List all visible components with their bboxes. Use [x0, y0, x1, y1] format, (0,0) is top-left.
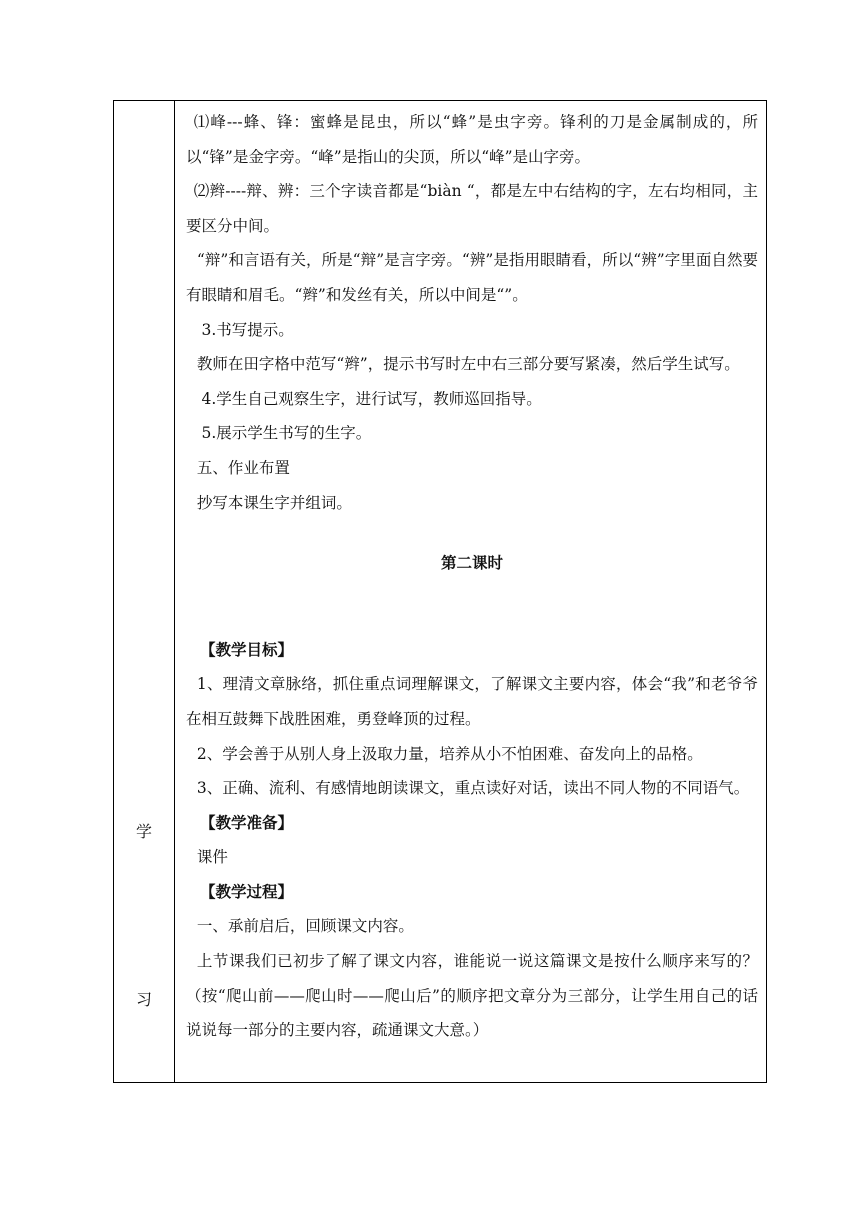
paragraph-teacher-demo: 教师在田字格中范写“辫”，提示书写时左中右三部分要写紧凑，然后学生试写。: [196, 355, 740, 374]
paragraph-writing-tip: 3.书写提示。: [201, 320, 294, 339]
lesson-table: [113, 100, 767, 1083]
paragraph-show-writing: 5.展示学生书写的生字。: [201, 424, 372, 443]
side-label-column: [114, 101, 175, 1082]
prep-text: 课件: [196, 848, 228, 867]
paragraph-bian-detail: “辩”和言语有关，所是“辩”是言字旁。“辨”是指用眼睛看，所以“辨”字里面自然要有眼睛和眉毛。“辫”和发丝有关，所以中间是“”。: [186, 251, 758, 304]
paragraph-feng: ⑴峰---蜂、锋：蜜蜂是昆虫，所以“蜂”是虫字旁。锋利的刀是金属制成的，所以“锋”是金字旁。“峰”是指山的尖顶，所以“峰”是山字旁。: [186, 113, 758, 166]
goal-1: 1、理清文章脉络，抓住重点词理解课文，了解课文主要内容，体会“我”和老爷爷在相互鼓舞下战胜困难，勇登峰顶的过程。: [186, 675, 758, 728]
content-column: [175, 101, 766, 1082]
paragraph-homework-title: 五、作业布置: [196, 458, 290, 477]
paragraph-bian: ⑵辫----辩、辨：三个字读音都是“biàn “，都是左中右结构的字，左右均相同，主要区分中间。: [186, 182, 758, 235]
process-title: 【教学过程】: [199, 881, 293, 901]
lesson-heading: 第二课时: [440, 553, 503, 573]
step-1: 一、承前启后，回顾课文内容。: [196, 917, 414, 936]
side-label-char-1: 学: [135, 822, 152, 841]
goal-3: 3、正确、流利、有感情地朗读课文，重点读好对话，读出不同人物的不同语气。: [196, 779, 750, 798]
prep-title: 【教学准备】: [199, 812, 293, 832]
step-1-text: 上节课我们已初步了解了课文内容，谁能说一说这篇课文是按什么顺序来写的？（按“爬山前——爬山时——爬山后”的顺序把文章分为三部分，让学生用自己的话说说每一部分的主要内容，疏通课文大意。）: [186, 952, 758, 1040]
paragraph-student-practice: 4.学生自己观察生字，进行试写，教师巡回指导。: [201, 389, 542, 408]
side-label-char-2: 习: [135, 990, 152, 1009]
goals-title: 【教学目标】: [199, 639, 293, 659]
goal-2: 2、学会善于从别人身上汲取力量，培养从小不怕困难、奋发向上的品格。: [196, 744, 703, 763]
paragraph-homework: 抄写本课生字并组词。: [196, 493, 352, 512]
